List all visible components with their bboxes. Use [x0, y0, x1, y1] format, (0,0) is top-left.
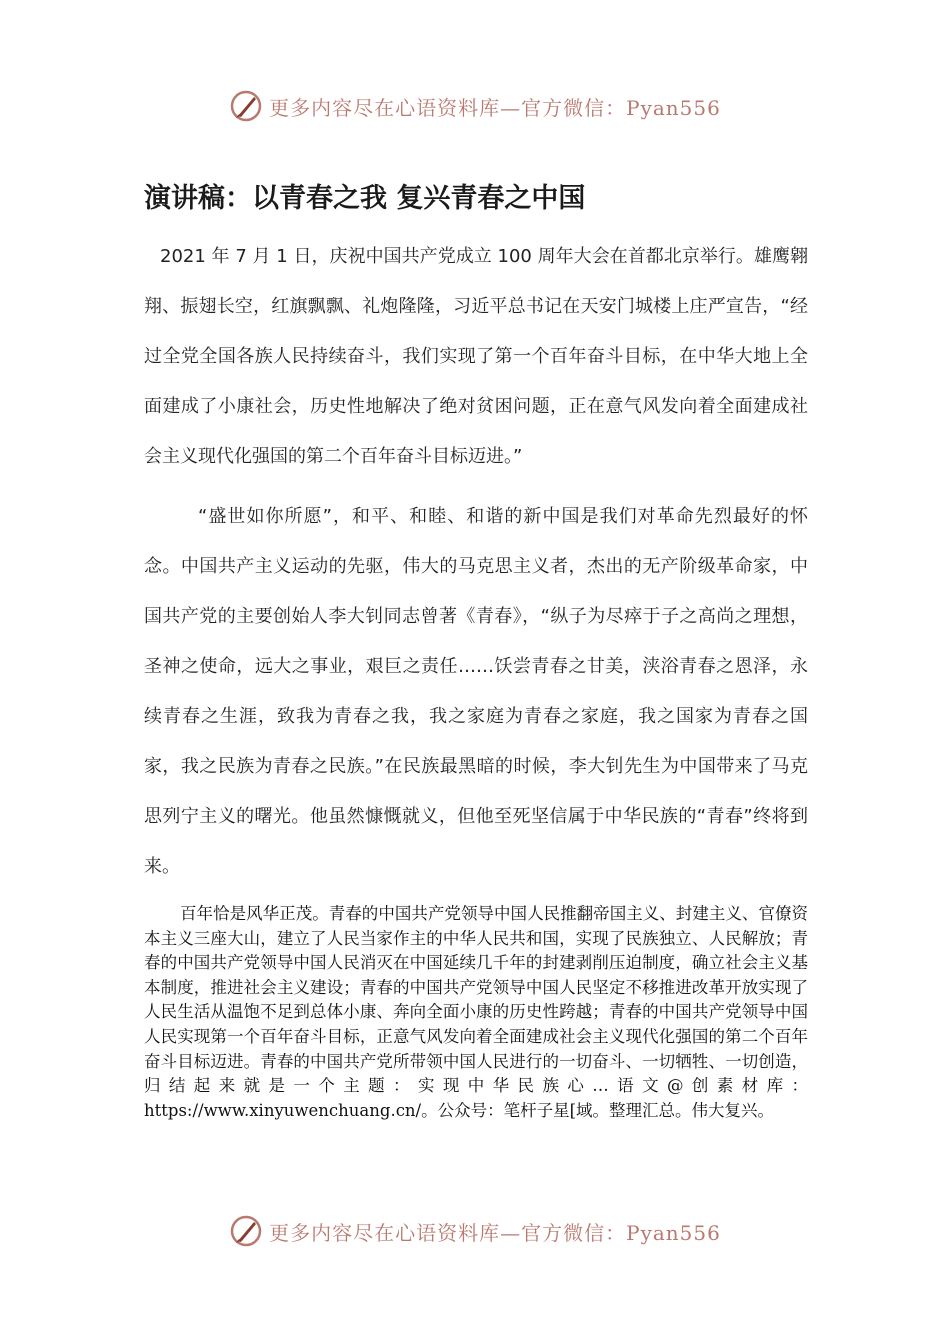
paragraph-3: 百年恰是风华正茂。青春的中国共产党领导中国人民推翻帝国主义、封建主义、官僚资本主义三座大山，建立了人民当家作主的中华人民共和国，实现了民族独立、人民解放；青春的中国共产党领导中国人民消灭在中国延续几千年的封建剥削压迫制度，确立社会主义基本制度，推进社会主义建设；青春的中国共产党领导中国人民坚定不移推进改革开放实现了人民生活从温饱不足到总体小康、奔向全面小康的历史性跨越；青春的中国共产党领导中国人民实现第一个百年奋斗目标，正意气风发向着全面建成社会主义现代化强国的第二个百年奋斗目标迈进。青春的中国共产党所带领中国人民进行的一切奋斗、一切牺牲、一切创造，归结起来就是一个主题：实现中华民族心…语文@创素材库：https://www.xinyuwenchuang.cn/。公众号：笔杆子星[域。整理汇总。伟大复兴。 [144, 904, 808, 1120]
header-banner [0, 86, 950, 126]
quill-pen-logo-icon [229, 89, 263, 123]
header-banner-text: 更多内容尽在心语资料库—官方微信：Pyan556 [269, 95, 721, 120]
footer-banner [0, 1211, 950, 1251]
paragraph-2: “盛世如你所愿”，和平、和睦、和谐的新中国是我们对革命先烈最好的怀念。中国共产主义运动的先驱，伟大的马克思主义者，杰出的无产阶级革命家，中国共产党的主要创始人李大钊同志曾著《青春》，“纵子为尽瘁于子之高尚之理想，圣神之使命，远大之事业，艰巨之责任……饫尝青春之甘美，浃浴青春之恩泽，永续青春之生涯，致我为青春之我，我之家庭为青春之家庭，我之国家为青春之国家，我之民族为青春之民族。”在民族最黑暗的时候，李大钊先生为中国带来了马克思列宁主义的曙光。他虽然慷慨就义，但他至死坚信属于中华民族的“青春”终将到来。 [144, 506, 808, 877]
footer-banner-text: 更多内容尽在心语资料库—官方微信：Pyan556 [269, 1220, 721, 1245]
paragraph-1: 2021 年 7 月 1 日，庆祝中国共产党成立 100 周年大会在首都北京举行。雄鹰翱翔、振翅长空，红旗飘飘、礼炮隆隆，习近平总书记在天安门城楼上庄严宣告，“经过全党全国各族人民持续奋斗，我们实现了第一个百年奋斗目标，在中华大地上全面建成了小康社会，历史性地解决了绝对贫困问题，正在意气风发向着全面建成社会主义现代化强国的第二个百年奋斗目标迈进。” [144, 246, 808, 467]
quill-pen-logo-icon [229, 1214, 263, 1248]
document-title: 演讲稿：以青春之我 复兴青春之中国 [144, 183, 586, 214]
